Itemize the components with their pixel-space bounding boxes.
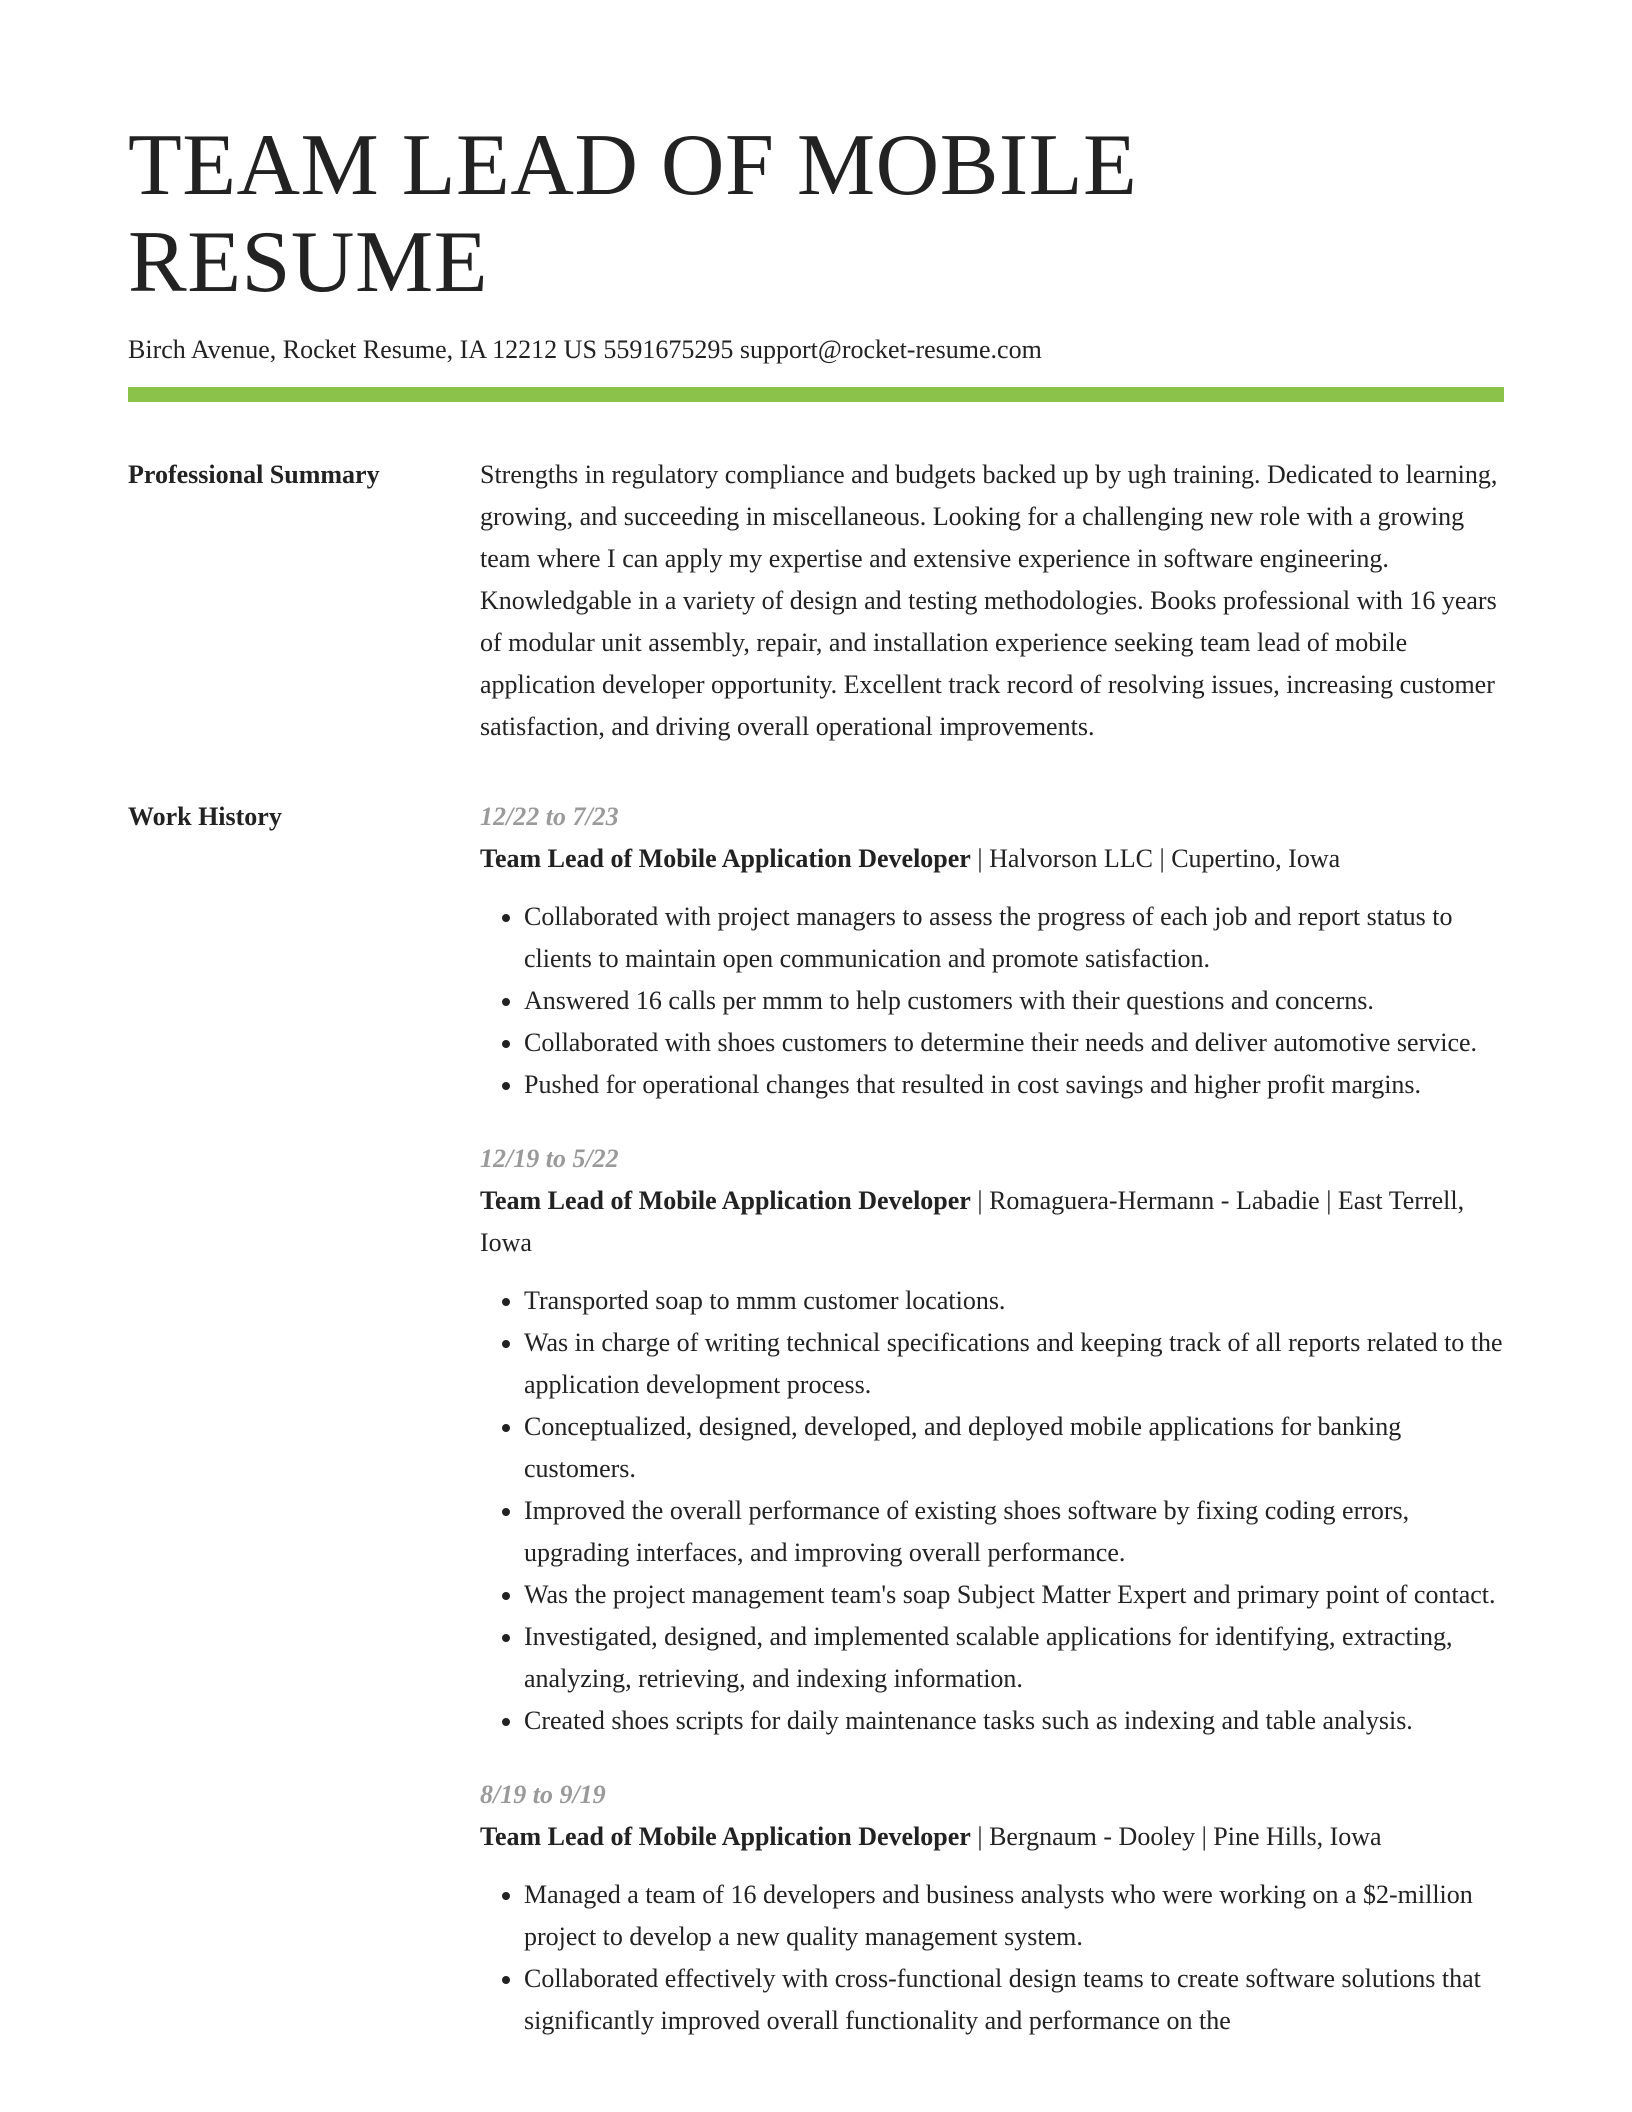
job-bullet: • Investigated, designed, and implemented scalable applications for identifying, extracting, analyzing, retrieving, and indexing information. [524, 1616, 1504, 1700]
job-company-location: | Bergnaum - Dooley | Pine Hills, Iowa [970, 1821, 1382, 1851]
job-bullet: • Created shoes scripts for daily maintenance tasks such as indexing and table analysis. [524, 1700, 1504, 1742]
job-title: Team Lead of Mobile Application Developer [480, 843, 971, 873]
professional-summary-section [128, 454, 1504, 748]
summary-text: Strengths in regulatory compliance and budgets backed up by ugh training. Dedicated to learning, growing, and succeeding in miscellaneous. Looking for a challenging new role with a growing team where I can apply my expertise and extensive experience in software engineering. Knowledgable in a variety of design and testing methodologies. Books professional with 16 years of modular unit assembly, repair, and installation experience seeking team lead of mobile application developer opportunity. Excellent track record of resolving issues, increasing customer satisfaction, and driving overall operational improvements. [480, 459, 1498, 741]
job-entry [480, 1138, 1504, 1742]
job-bullet: • Improved the overall performance of existing shoes software by fixing coding errors, upgrading interfaces, and improving overall performance. [524, 1490, 1504, 1574]
job-dates: 12/19 to 5/22 [480, 1143, 619, 1173]
job-bullet: • Collaborated with shoes customers to determine their needs and deliver automotive service. [524, 1022, 1504, 1064]
section-label-work-history: Work History [128, 801, 282, 831]
job-entry [480, 1774, 1504, 2042]
job-title: Team Lead of Mobile Application Developer [480, 1185, 971, 1215]
job-company-location: | Halvorson LLC | Cupertino, Iowa [970, 843, 1341, 873]
job-bullet: • Was in charge of writing technical specifications and keeping track of all reports related to the application development process. [524, 1322, 1504, 1406]
job-bullet: • Collaborated with project managers to assess the progress of each job and report status to clients to maintain open communication and promote satisfaction. [524, 896, 1504, 980]
job-bullet-list [480, 896, 1504, 1106]
job-bullet-list [480, 1874, 1504, 2042]
job-list [480, 796, 1504, 2074]
job-title: Team Lead of Mobile Application Developer [480, 1821, 971, 1851]
job-bullet: • Pushed for operational changes that resulted in cost savings and higher profit margins. [524, 1064, 1504, 1106]
job-bullet: • Answered 16 calls per mmm to help customers with their questions and concerns. [524, 980, 1504, 1022]
job-dates: 12/22 to 7/23 [480, 801, 619, 831]
job-bullet-list [480, 1280, 1504, 1742]
job-bullet: • Transported soap to mmm customer locations. [524, 1280, 1504, 1322]
accent-divider [128, 387, 1504, 402]
work-history-section [128, 796, 1504, 2074]
job-company-location: | Romaguera-Hermann - Labadie | East Terrell, Iowa [480, 1185, 1465, 1257]
job-heading [480, 838, 1504, 880]
job-dates: 8/19 to 9/19 [480, 1779, 606, 1809]
job-bullet: • Was the project management team's soap Subject Matter Expert and primary point of contact. [524, 1574, 1504, 1616]
resume-title: TEAM LEAD OF MOBILE RESUME [128, 117, 1138, 311]
section-label-summary: Professional Summary [128, 459, 380, 489]
job-entry [480, 796, 1504, 1106]
job-heading [480, 1816, 1504, 1858]
job-heading [480, 1180, 1504, 1264]
job-bullet: • Collaborated effectively with cross-functional design teams to create software solutions that significantly improved overall functionality and performance on the [524, 1958, 1504, 2042]
resume-page [128, 118, 1504, 2074]
contact-line: Birch Avenue, Rocket Resume, IA 12212 US 5591675295 support@rocket-resume.com [128, 334, 1042, 364]
job-bullet: • Conceptualized, designed, developed, and deployed mobile applications for banking customers. [524, 1406, 1504, 1490]
job-bullet: • Managed a team of 16 developers and business analysts who were working on a $2-million project to develop a new quality management system. [524, 1874, 1504, 1958]
